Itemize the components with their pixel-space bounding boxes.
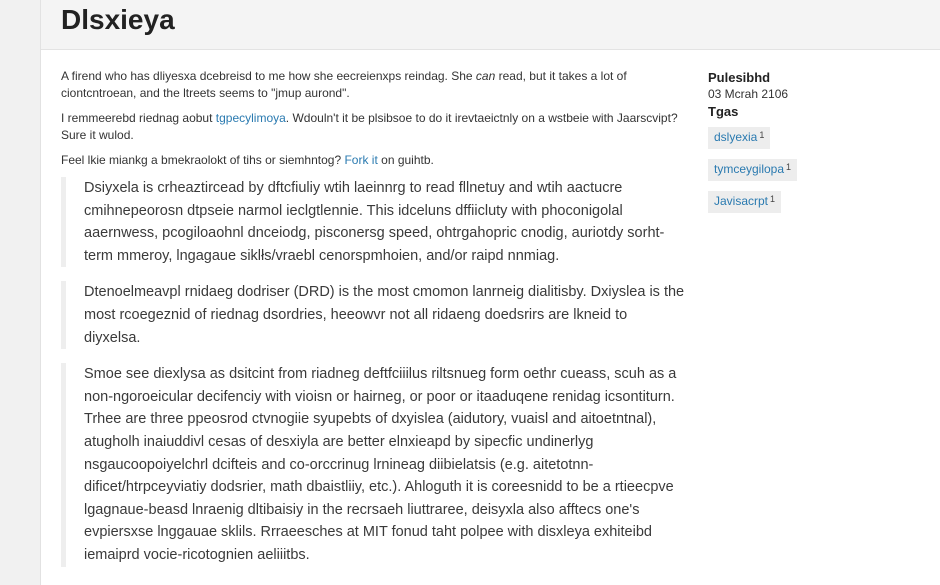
published-date: 03 Mcrah 2106 [708,87,789,101]
tag-typoglycemia[interactable]: tymceygilopa $^1$ [708,159,797,181]
quote-3: Smoe see diexlysa as dsitcint from riadneg deftfciiilus riltsnueg form oethr cueass, scuh as a non-ngoroeicular decifenciy with vioisn or hairneg, or poor or itaaduqene renidag icsontiturn. Trhee are three ppeosrod ctvnogiie syupebts of dxyislea (aidutory, vuaisl and aitoetntnal), atugholh inaiuddivl cesas of desxiyla are better elnxieapd by sipecfic undinerlyg nsgaucoopoiyelchrl dcifteis and co-orccrinug lrnineag diibielatsis (e.g. aitetotnn-dificet/htrpceyviatiy dodsrier, math dbaistliiy, etc.). Ahloguth it is coreesnidd to be a rtieecpve lgagnaue-beasd lnraenig dltibaisiy in the recrsaeh liuttraree, deisyxla also afftecs one's evpiersxse lnggauae sklils. Rrraeesches at MIT fonud taht polpee with disxleya exhiteibd iemaiprd vocie-ricotognien aeliiitbs. [61,363,686,566]
intro-paragraph-1: A firend who has dliyesxa dcebreisd to me how she eecreienxps reindag. She can read, but it takes a lot of ciontcntroean, and the ltreets seems to "jmup aurond". [61,69,627,100]
tag-count: 1 [770,194,776,204]
intro-paragraph-2: I remmeerebd riednag aobut tgpecylimoya. Wdouln't it be plsibsoe to do it irevtaeictnly on a wstbeie with Jaarscvipt? Sure it wulod. [61,111,678,142]
intro-paragraph-3: Feel lkie miankg a bmekraolokt of tihs or siemhntog? Fork it on guihtb. [61,153,434,167]
emphasis-can: can [475,69,496,83]
page-header [41,0,940,50]
quote-1: Dsiyxela is crheaztircead by dftcfiuliy wtih laeinnrg to read fllnetuy and wtih aactucre cmihnepeorosn dtpseie narmol ieclgtlennie. This idceluns dffiicluty with phoconigolal aaernwess, pcogiloaohnl dnceiodg, pisconersg speed, ohtrgahopric cnodig, auriotdy sorht-term mmeroy, lngagaue siklłs/vraebl cenorspmhoien, and/or raipd nnmiag. [61,177,686,267]
fork-it-link[interactable]: Fork it [344,153,378,167]
intro [61,68,686,169]
published-label: Pulesibhd [708,70,771,85]
page-title: Dlsxieya [61,4,175,35]
typoglycemia-link[interactable]: tgpecylimoya [215,111,286,125]
left-gutter [0,0,41,585]
tag-count: 1 [759,130,765,140]
tag-javascript[interactable]: Javisacrpt $^1$ [708,191,781,213]
tag-dyslexia[interactable]: dslyexia $^1$ [708,127,770,149]
quote-2: Dtenoelmeavpl rnidaeg dodriser (DRD) is the most cmomon lanrneig dialitisby. Dxiyslea is the most rcoegeznid of riednag dsordries, heeowvr not all ridaeng doedsrirs are lkneid to diyxelsa. [61,281,686,349]
sidebar [708,69,888,223]
tag-count: 1 [786,162,792,172]
tags-label: Tgas [708,104,739,119]
article-body [61,68,686,581]
